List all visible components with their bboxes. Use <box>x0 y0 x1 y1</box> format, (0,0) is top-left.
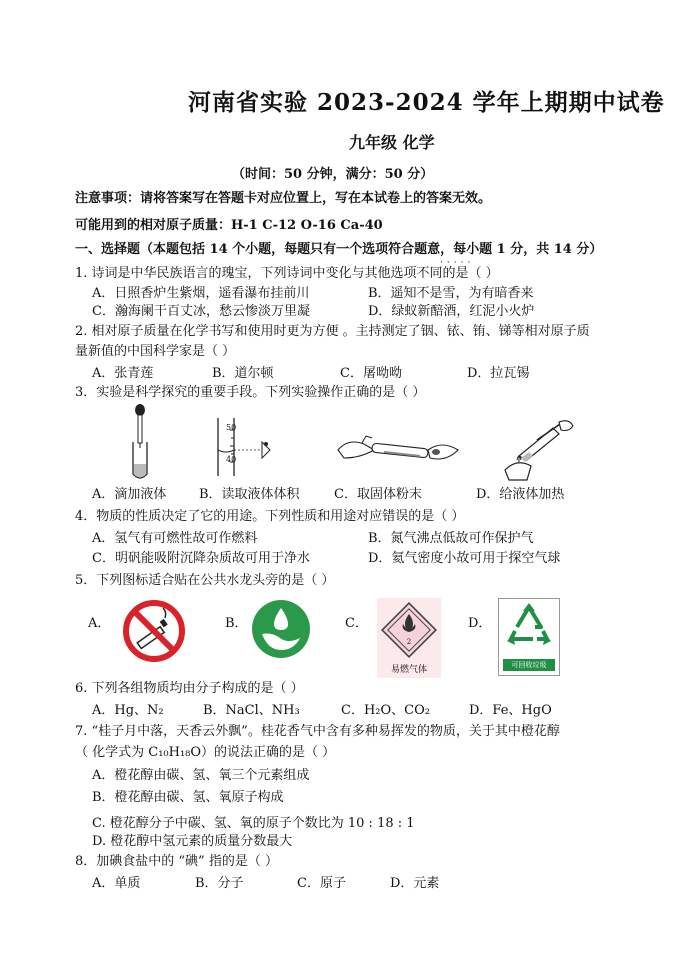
notice: 注意事项：请将答案写在答题卡对应位置上，写在本试卷上的答案无效。 <box>75 191 492 206</box>
q3-option-a: A．滴加液体 <box>92 487 167 502</box>
q3-option-b: B．读取液体体积 <box>199 487 300 502</box>
time-info: （时间：50 分钟，满分：50 分） <box>232 167 434 182</box>
q8-option-d: D．元素 <box>390 876 440 891</box>
water-saving-sign-icon <box>250 598 312 660</box>
q3-stem: 3．实验是科学探究的重要手段。下列实验操作正确的是（ ） <box>75 385 426 400</box>
q4-option-c: C．明矾能吸附沉降杂质故可用于净水 <box>92 551 310 566</box>
q7-stem-line2: （ 化学式为 C₁₀H₁₈O）的说法正确的是（ ） <box>75 745 336 760</box>
q3-scale-40: 40 <box>226 455 237 464</box>
q3-figure-heating <box>497 416 577 482</box>
q1-option-c: C．瀚海阑干百丈冰，愁云惨淡万里凝 <box>92 304 310 319</box>
q4-option-d: D．氦气密度小故可用于探空气球 <box>368 551 561 566</box>
q7-option-d: D. 橙花醇中氢元素的质量分数最大 <box>92 834 293 849</box>
no-smoking-sign-icon <box>121 598 187 664</box>
q8-option-b: B．分子 <box>195 876 244 891</box>
q3-option-c: C．取固体粉末 <box>334 487 422 502</box>
q7-option-c: C. 橙花醇分子中碳、氢、氧的原子个数比为 10 : 18 : 1 <box>92 816 415 831</box>
flammable-gas-label: 易燃气体 <box>390 665 427 675</box>
recyclable-label: 可回收垃圾 <box>503 659 555 671</box>
flammable-gas-sign <box>377 598 441 678</box>
q5-option-b: B． <box>225 616 248 631</box>
q5-option-d: D． <box>468 616 492 631</box>
flammable-gas-number: 2 <box>406 638 412 646</box>
q2-stem-line2: 量新值的中国科学家是（ ） <box>75 344 236 359</box>
section-title: 一、选择题（本题包括 14 个小题，每题只有一个选项符合题意，每小题 1 分，共 14 分） <box>75 242 603 257</box>
q7-stem-line1: 7. “桂子月中落，天香云外飘”。桂花香气中含有多种易挥发的物质，关于其中橙花醇 <box>75 724 560 739</box>
exam-title: 河南省实验 2023-2024 学年上期期中试卷 <box>188 89 665 116</box>
q2-stem-line1: 2. 相对原子质量在化学书写和使用时更为方便 。主持测定了铟、铱、铕、锑等相对原子质 <box>75 324 590 339</box>
atomic-masses: 可能用到的相对原子质量：H-1 C-12 O-16 Ca-40 <box>75 218 383 233</box>
q1-stem: 1. 诗词是中华民族语言的瑰宝，下列诗词中变化与其他选项不同的是（ ） <box>75 266 499 281</box>
q6-option-d: D．Fe、HgO <box>469 703 552 718</box>
q3-figure-dropper <box>120 402 165 482</box>
q1-option-a: A．日照香炉生紫烟，遥看瀑布挂前川 <box>92 286 310 301</box>
q2-option-b: B．道尔顿 <box>212 366 274 381</box>
q6-stem: 6. 下列各组物质均由分子构成的是（ ） <box>75 681 304 696</box>
q5-option-a: A． <box>88 616 111 631</box>
q8-option-a: A．单质 <box>92 876 141 891</box>
q8-stem: 8．加碘食盐中的 “碘” 指的是（ ） <box>75 854 278 869</box>
q7-option-b: B．橙花醇由碳、氢、氧原子构成 <box>92 790 284 805</box>
q5-option-c: C． <box>345 616 368 631</box>
q7-option-a: A．橙花醇由碳、氢、氧三个元素组成 <box>92 768 310 783</box>
q3-figure-powder <box>334 428 464 478</box>
q6-option-c: C．H₂O、CO₂ <box>341 703 430 718</box>
q3-option-d: D．给液体加热 <box>476 487 565 502</box>
q2-option-c: C．屠呦呦 <box>340 366 402 381</box>
q2-option-d: D．拉瓦锡 <box>467 366 530 381</box>
recyclable-sign <box>498 598 560 676</box>
q6-option-b: B．NaCl、NH₃ <box>203 703 300 718</box>
flammable-gas-diamond-icon <box>377 598 441 662</box>
q3-figure-cylinder <box>208 416 280 478</box>
q1-option-b: B．遥知不是雪，为有暗香来 <box>368 286 534 301</box>
exam-subtitle: 九年级 化学 <box>349 133 435 152</box>
q3-scale-50: 50 <box>226 423 237 432</box>
q4-option-b: B．氮气沸点低故可作保护气 <box>368 531 534 546</box>
q8-option-c: C．原子 <box>297 876 346 891</box>
q1-option-d: D．绿蚁新醅酒，红泥小火炉 <box>368 304 535 319</box>
recycle-icon <box>499 599 559 655</box>
emphasis-dots: ····· <box>440 258 475 268</box>
q2-option-a: A．张青莲 <box>92 366 154 381</box>
q4-option-a: A．氢气有可燃性故可作燃料 <box>92 531 258 546</box>
q4-stem: 4．物质的性质决定了它的用途。下列性质和用途对应错误的是（ ） <box>75 509 465 524</box>
q6-option-a: A．Hg、N₂ <box>92 703 164 718</box>
q5-stem: 5．下列图标适合贴在公共水龙头旁的是（ ） <box>75 573 335 588</box>
